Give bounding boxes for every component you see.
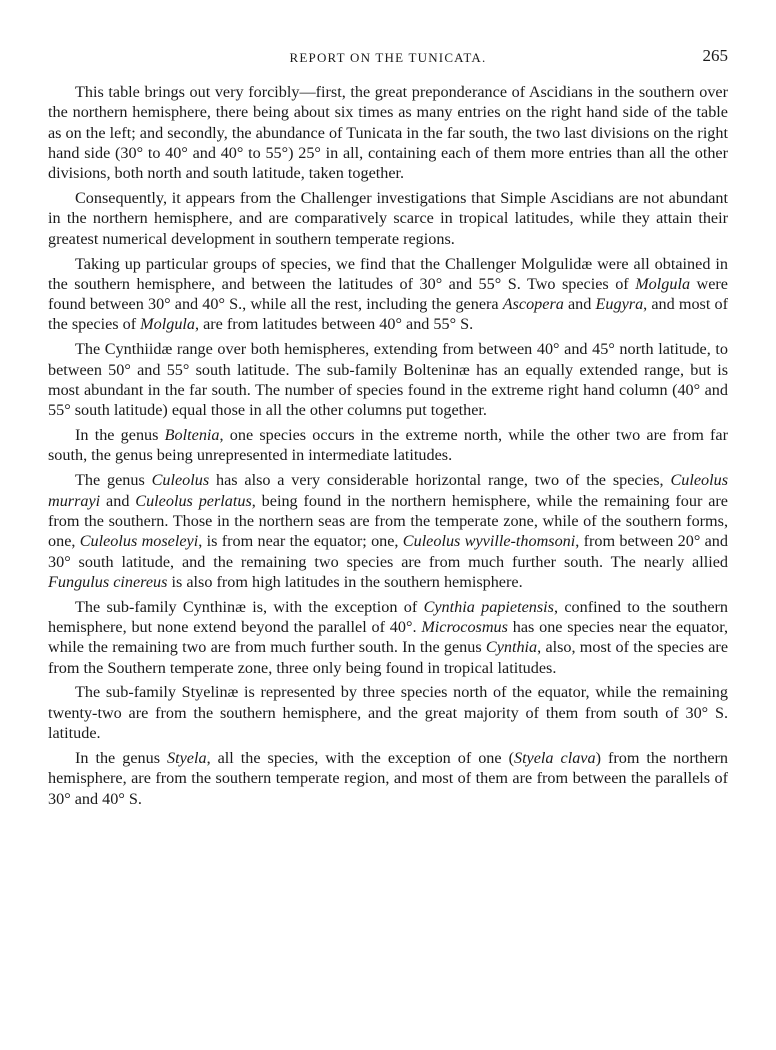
- text-run: Consequently, it appears from the Challenger investigations that Simple Ascidians are not abundant in the northern hemisphere, and are comparatively scarce in tropical latitudes, while they attain their greatest numerical development in southern temperate regions.: [48, 189, 728, 248]
- page-number: 265: [702, 46, 728, 65]
- italic-text: Culeolus murrayi: [48, 471, 728, 510]
- text-run: The sub-family Styelinæ is represented by three species north of the equator, while the remaining twenty-two are from the southern hemisphere, and the great majority of them from south of 30° S. latitude.: [48, 683, 728, 743]
- paragraph: [48, 682, 728, 743]
- italic-text: Culeolus moseleyi: [79, 532, 199, 551]
- text-run: has one species near the equator, while the remaining two are from much further south. In the genus: [48, 617, 728, 657]
- text-run: , and most of the species of: [48, 295, 728, 334]
- italic-text: Culeolus wyville-thomsoni: [402, 532, 576, 551]
- paragraph: [48, 254, 728, 335]
- italic-text: Molgula: [140, 315, 196, 334]
- italic-text: Cynthia papietensis: [423, 597, 554, 616]
- paragraph: [48, 188, 728, 249]
- body-text: [48, 82, 728, 813]
- italic-text: Ascopera: [502, 295, 564, 314]
- text-run: , also, most of the species are from the Southern temperate zone, three only being found in tropical latitudes.: [48, 638, 728, 677]
- paragraph: [48, 82, 728, 183]
- italic-text: Cynthia: [485, 638, 538, 657]
- italic-text: Culeolus: [151, 471, 210, 490]
- text-run: , confined to the southern hemisphere, but none extend beyond the parallel of 40°.: [48, 597, 729, 636]
- text-run: Taking up particular groups of species, we find that the Challenger Molgulidæ were all obtained in the southern hemisphere, and between the latitudes of 30° and 55° S. Two species of: [48, 254, 728, 293]
- italic-text: Styela clava: [513, 748, 596, 767]
- paragraph: [48, 339, 728, 420]
- text-run: is also from high latitudes in the southern hemisphere.: [167, 572, 523, 591]
- text-run: In the genus: [75, 426, 165, 445]
- text-run: has also a very considerable horizontal range, two of the species,: [209, 471, 671, 490]
- italic-text: Culeolus perlatus: [135, 491, 252, 510]
- text-run: and: [100, 491, 136, 510]
- text-run: , is from near the equator; one,: [198, 532, 403, 551]
- text-run: , from between 20° and 30° south latitude, and the remaining two species are from much further south. The nearly allied: [48, 532, 728, 571]
- italic-text: Styela: [167, 748, 207, 767]
- text-run: were found between 30° and 40° S., while all the rest, including the genera: [48, 274, 728, 314]
- italic-text: Molgula: [635, 274, 691, 293]
- paragraph: [48, 597, 728, 678]
- text-run: In the genus: [75, 748, 167, 767]
- paragraph: [48, 748, 728, 809]
- page-header: [48, 44, 728, 72]
- running-title: REPORT ON THE TUNICATA.: [289, 50, 487, 65]
- text-run: The sub-family Cynthinæ is, with the exception of: [75, 597, 424, 616]
- text-run: The genus: [75, 471, 152, 490]
- text-run: This table brings out very forcibly—first, the great preponderance of Ascidians in the southern over the northern hemisphere, there being about six times as many entries on the right hand side of the table as on the left; and secondly, the abundance of Tunicata in the far south, the two last divisions on the right hand side (30° to 40° and 40° to 55°) 25° in all, containing each of them more entries than all the other divisions, both north and south latitude, taken together.: [48, 83, 728, 183]
- text-run: The Cynthiidæ range over both hemispheres, extending from between 40° and 45° north latitude, to between 50° and 55° south latitude. The sub-family Bolteninæ has an equally extended range, but is most abundant in the far south. The number of species found in the extreme right hand column (40° and 55° south latitude) equal those in all the other columns put together.: [48, 340, 728, 420]
- paragraph: [48, 425, 728, 466]
- italic-text: Boltenia: [164, 426, 220, 445]
- text-run: , one species occurs in the extreme north, while the other two are from far south, the genus being unrepresented in intermediate latitudes.: [48, 426, 728, 465]
- text-run: , all the species, with the exception of one (: [206, 748, 514, 767]
- italic-text: Eugyra: [595, 295, 644, 314]
- paragraph: [48, 470, 728, 592]
- text-run: and: [563, 295, 596, 314]
- text-run: , being found in the northern hemisphere, while the remaining four are from the southern. Those in the northern seas are from the temperate zone, while of the southern forms, one,: [48, 491, 728, 551]
- italic-text: Fungulus cinereus: [48, 572, 168, 591]
- text-run: ) from the northern hemisphere, are from the southern temperate region, and most of them are from between the parallels of 30° and 40° S.: [48, 748, 728, 808]
- italic-text: Microcosmus: [421, 617, 508, 636]
- text-run: , are from latitudes between 40° and 55° S.: [195, 315, 474, 334]
